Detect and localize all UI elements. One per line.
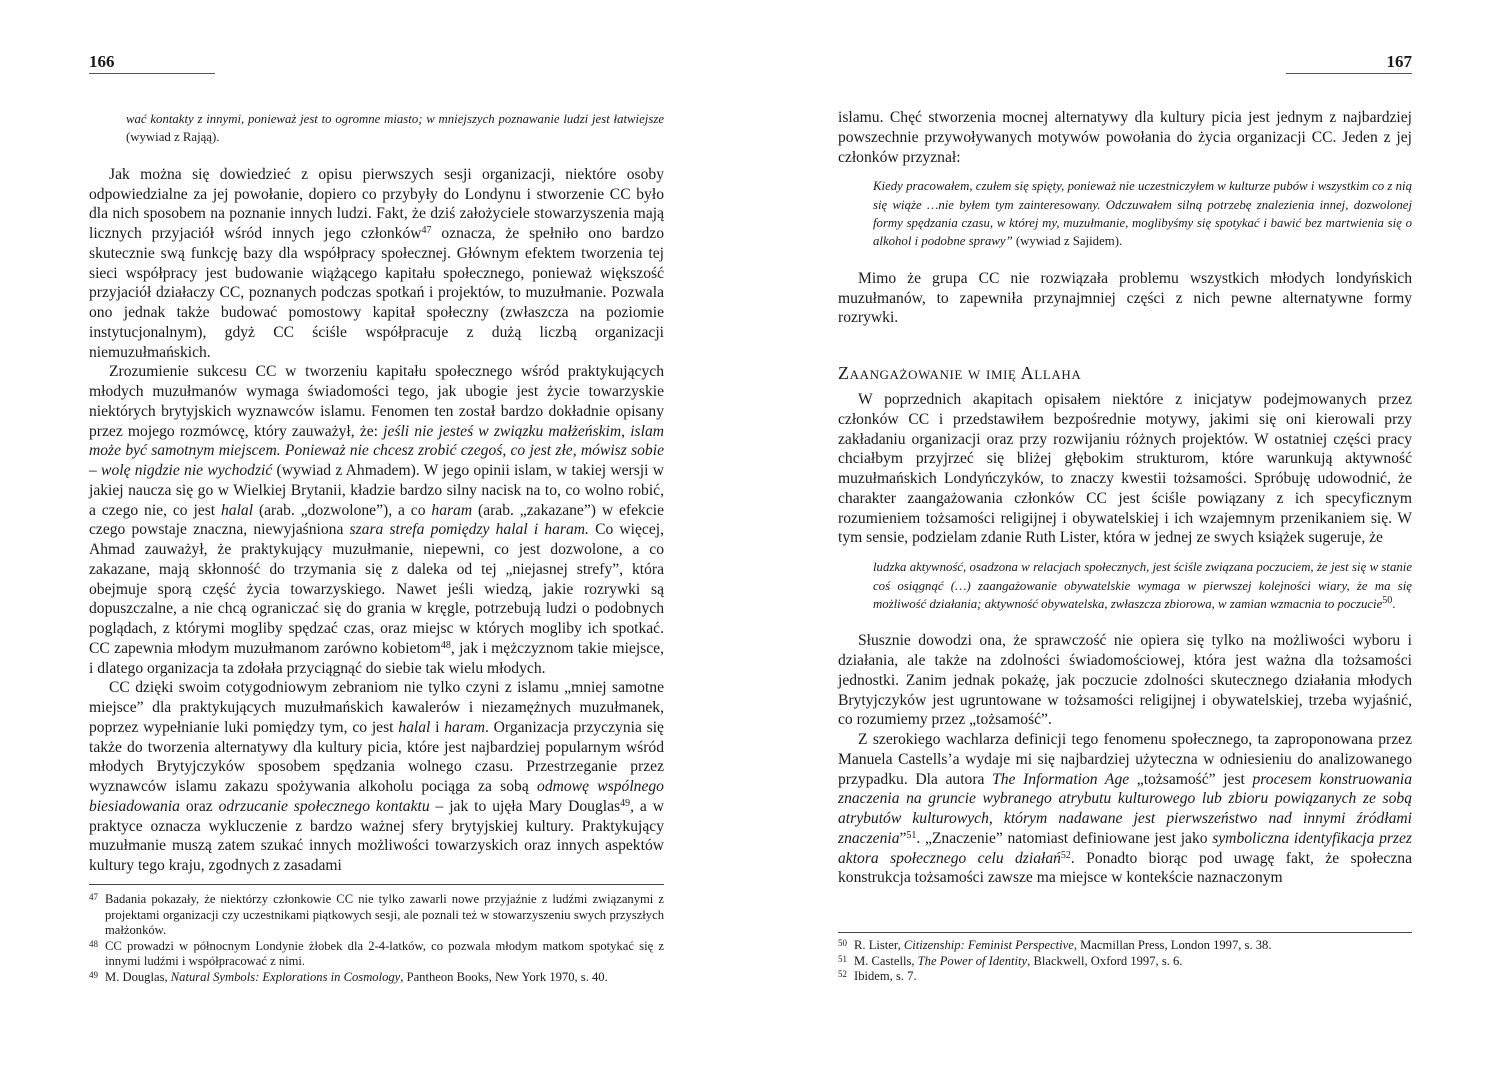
footnote-ref[interactable]: 47 <box>421 225 432 237</box>
footnote: 49 M. Douglas, Natural Symbols: Explorations in Cosmology, Pantheon Books, New York 1970, s. 40. <box>89 969 608 984</box>
footnote-ref[interactable]: 48 <box>440 639 451 651</box>
paragraph: Zrozumienie sukcesu CC w tworzeniu kapitału społecznego wśród praktykujących młodych muzułmanów wymaga świadomości tego, jak ubogie jest życie towarzyskie niektórych brytyjskich wyznawców islamu. Fenomen ten został bardzo dokładnie opisany przez mojego rozmówcę, który zauważył, że: jeśli nie jesteś w związku małżeńskim, islam może być samotnym miejscem. Ponieważ nie chcesz zrobić czegoś, co jest złe, mówisz sobie – wolę nigdzie nie wychodzić (wywiad z Ahmadem). W jego opinii islam, w takiej wersji w jakiej naucza się go w Wielkiej Brytanii, kładzie bardzo silny nacisk na to, co wolno robić, a czego nie, co jest halal (arab. „dozwolone”), a co haram (arab. „zakazane”) w efekcie czego powstaje znaczna, niewyjaśniona szara strefa pomiędzy halal i haram. Co więcej, Ahmad zauważył, że praktykujący muzułmanie, niepewni, co jest dozwolone, a co zakazane, mają skłonność do trzymania się z daleka od tej „niejasnej strefy”, która obejmuje sporą część życia towarzyskiego. Nawet jeśli wiedzą, jakie rozrywki są dopuszczalne, a nie chcą ograniczać się do grania w kręgle, potrzebują ludzi o podobnych poglądach, z którymi mogliby spędzać czas, oraz miejsc w których mogliby ich spotkać. CC zapewnia młodym muzułmanom zarówno kobietom$^{48}$, jak i mężczyznom takie miejsce, i dlatego organizacja ta zdołała przyciągnąć do siebie tak wielu młodych. <box>89 363 664 677</box>
footnotes <box>89 892 664 986</box>
block-quote <box>838 177 1412 251</box>
paragraph: W poprzednich akapitach opisałem niektóre z inicjatyw podejmowanych przez członków CC i przedstawiłem bezpośrednie motywy, jakimi się oni kierowali przy zakładaniu organizacji oraz przy rozwijaniu różnych projektów. W ostatniej części pracy chciałbym przyjrzeć się bliżej głębokim strukturom, które warunkują aktywność muzułmańskich Londyńczyków, to znaczy kwestii tożsamości. Spróbuję udowodnić, że charakter zaangażowania członków CC jest ściśle powiązany z ich specyficznym rozumieniem tożsamości religijnej i obywatelskiej i ich wzajemnym przenikaniem się. W tym sensie, podzielam zdanie Ruth Lister, która w jednej ze swych książek sugeruje, że <box>838 391 1412 547</box>
footnote: 50 R. Lister, Citizenship: Feminist Perspective, Macmillan Press, London 1997, s. 38. <box>838 938 1272 952</box>
right-page <box>838 0 1412 1072</box>
paragraph: Z szerokiego wachlarza definicji tego fenomenu społecznego, ta zaproponowana przez Manuela Castells’a wydaje mi się najbardziej użyteczna w odniesieniu do analizowanego przypadku. Dla autora The Information Age „tożsamość” jest procesem konstruowania znaczenia na gruncie wybranego atrybutu kulturowego lub zbioru powiązanych ze sobą atrybutów kulturowych, którym nadawane jest pierwszeństwo nad innymi źródłami znaczenia”$^{51}$. „Znaczenie” natomiast definiowane jest jako symboliczna identyfikacja przez aktora społecznego celu działań$^{52}$. Ponadto biorąc pod uwagę fakt, że społeczna konstrukcja tożsamości zawsze ma miejsce w kontekście naznaczonym <box>838 731 1413 887</box>
header-rule <box>89 73 215 74</box>
footnote: 48 CC prowadzi w północnym Londynie żłobek dla 2-4-latków, co pozwala młodym matkom spotykać się z innymi ludźmi i współpracować z nimi. <box>89 938 664 969</box>
footnote: 52 Ibidem, s. 7. <box>838 969 917 984</box>
header-rule <box>1286 73 1412 74</box>
right-page-body <box>838 108 1412 888</box>
quote-source: (wywiad z Sajidem). <box>1012 234 1123 249</box>
page-number: 167 <box>1386 52 1412 71</box>
paragraph: Słusznie dowodzi ona, że sprawczość nie opiera się tylko na możliwości wyboru i działania, ale także na zdolności świadomościowej, która jest ważna dla tożsamości jednostki. Zanim jednak pokażę, jak poczucie zdolności skutecznego działania młodych Brytyjczyków jest ugruntowane w tożsamości religijnej i obywatelskiej, trzeba wyjaśnić, co rozumiemy przez „tożsamość”. <box>838 632 1412 729</box>
block-quote: ludzka aktywność, osadzona w relacjach społecznych, jest ściśle związana poczuciem, że jest się w stanie coś osiągnąć (…) zaangażowanie obywatelskie wymaga w pierwszej kolejności wiary, że ma się możliwość działania; aktywność obywatelska, zwłaszcza zbiorowa, w zamian wzmacnia to poczucie$^{50}$. <box>873 560 1412 611</box>
left-page-body <box>89 110 664 876</box>
footnote: 51 M. Castells, The Power of Identity, Blackwell, Oxford 1997, s. 6. <box>838 953 1183 968</box>
footnote-rule <box>838 932 1412 933</box>
footnotes <box>838 938 1412 985</box>
quote-text: ludzka aktywność, osadzona w relacjach społecznych, jest ściśle związana poczuciem, że jest się w stanie coś osiągnąć (…) zaangażowanie obywatelskie wymaga w pierwszej kolejności wiary, że ma się możliwość działania; aktywność obywatelska, zwłaszcza zbiorowa, w zamian wzmacnia to poczucie <box>873 560 1412 611</box>
page-number: 166 <box>89 52 115 71</box>
footnote-ref[interactable]: 52 <box>1060 849 1071 861</box>
footnote-rule <box>89 884 664 885</box>
paragraph: Jak można się dowiedzieć z opisu pierwszych sesji organizacji, niektóre osoby odpowiedzialne za jej powołanie, dopiero co przybyły do Londynu i stworzenie CC było dla nich sposobem na poznanie innych ludzi. Fakt, że dziś założyciele stowarzyszenia mają licznych przyjaciół wśród innych jego członków$^{47}$ oznacza, że spełniło ono bardzo skutecznie swą funkcję bazy dla współpracy społecznej. Głównym efektem tworzenia tej sieci współpracy jest budowanie wiążącego kapitału społecznego, ponieważ większość przyjaciół działaczy CC, poznanych podczas spotkań i projektów, to muzułmanie. Pozwala ono jednak także budować pomostowy kapitał społeczny (zwłaszcza na poziomie instytucjonalnym), gdyż CC ściśle współpracuje z dużą liczbą organizacji niemuzułmańskich. <box>89 165 664 361</box>
footnote-ref[interactable]: 51 <box>906 829 917 841</box>
paragraph: Mimo że grupa CC nie rozwiązała problemu wszystkich młodych londyńskich muzułmanów, to zapewniła przynajmniej części z nich pewne alternatywne formy rozrywki. <box>838 269 1412 327</box>
footnote: 47 Badania pokazały, że niektórzy członkowie CC nie tylko zawarli nowe przyjaźnie z ludźmi związanymi z projektami organizacji czy uczestnikami piątkowych sesji, ale poznali też w stowarzyszeniu swych przyszłych małżonków. <box>89 892 664 938</box>
quote-source: (wywiad z Rająą). <box>126 130 220 145</box>
footnote-ref[interactable]: 49 <box>620 797 631 809</box>
footnote-ref[interactable]: 50 <box>1382 594 1393 606</box>
paragraph: islamu. Chęć stworzenia mocnej alternatywy dla kultury picia jest jednym z najbardziej powszechnie przywoływanych motywów powołania do życia organizacji CC. Jeden z jej członków przyznał: <box>838 109 1412 166</box>
section-heading: Zaangażowanie w imię Allaha <box>838 363 1082 384</box>
quote-text: wać kontakty z innymi, ponieważ jest to ogromne miasto; w mniejszych poznawanie ludzi jest łatwiejsze <box>126 112 664 126</box>
left-page <box>89 0 664 1072</box>
quote-text: Kiedy pracowałem, czułem się spięty, ponieważ nie uczestniczyłem w kulturze pubów i wszystkim co z nią się wiąże …nie byłem tym zainteresowany. Odczuwałem silną potrzebę znalezienia innej, dozwolonej formy spędzania czasu, w której my, muzułmanie, moglibyśmy się spotykać i bawić bez martwienia się o alkohol i podobne sprawy” <box>873 179 1412 249</box>
paragraph: CC dzięki swoim cotygodniowym zebraniom nie tylko czyni z islamu „mniej samotne miejsce” dla praktykujących muzułmańskich kawalerów i niezamężnych muzułmanek, poprzez wypełnianie luki pomiędzy tym, co jest halal i haram. Organizacja przyczynia się także do tworzenia alternatywy dla kultury picia, które jest najbardziej popularnym wśród młodych Brytyjczyków sposobem spędzania wolnego czasu. Przestrzeganie przez wyznawców islamu zakazu spożywania alkoholu pociąga za sobą odmowę wspólnego biesiadowania oraz odrzucanie społecznego kontaktu – jak to ujęła Mary Douglas$^{49}$, a w praktyce oznacza wykluczenie z bardzo ważnej sfery brytyjskiej kultury. Praktykujący muzułmanie muszą zatem szukać innych możliwości towarzyskich oraz innych aspektów kultury tego kraju, zgodnych z zasadami <box>89 679 664 875</box>
block-quote <box>89 110 664 147</box>
